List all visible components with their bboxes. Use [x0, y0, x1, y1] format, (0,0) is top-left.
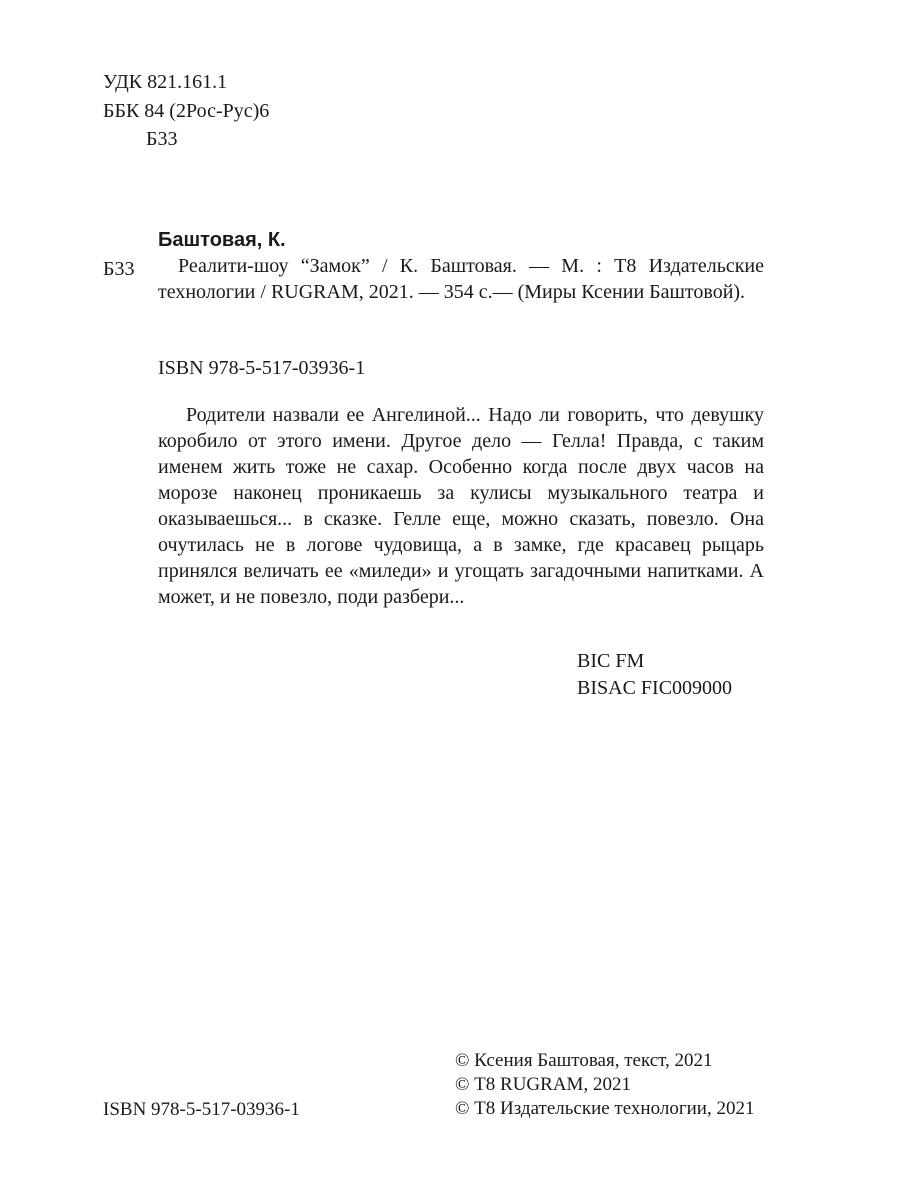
copyright-line: © Т8 Издательские технологии, 2021: [455, 1098, 755, 1119]
catalog-author: Баштовая, К.: [158, 229, 286, 251]
bbk-code: ББК 84 (2Рос-Рус)6: [103, 100, 270, 122]
author-sign-code: Б33: [146, 128, 178, 150]
copyright-line: © Т8 RUGRAM, 2021: [455, 1074, 631, 1095]
copyright-line: © Ксения Баштовая, текст, 2021: [455, 1050, 713, 1071]
catalog-isbn: ISBN 978-5-517-03936-1: [158, 357, 366, 379]
annotation-text: Родители назвали ее Ангелиной... Надо ли говорить, что девушку коробило от этого имени. Другое дело — Гелла! Правда, с таким именем жить тоже не сахар. Особенно когда после двух часов на морозе наконец проникаешь за кулисы музыкального театра и оказываешься... в сказке. Гелле еще, можно сказать, повезло. Она очутилась не в логове чудовища, а в замке, где красавец рыцарь принялся величать ее «миледи» и угощать загадочными напитками. А может, и не повезло, поди разбери...: [158, 404, 764, 608]
udk-code: УДК 821.161.1: [103, 71, 228, 93]
catalog-margin-code: Б33: [103, 258, 135, 280]
bisac-code: BISAC FIC009000: [577, 677, 733, 699]
footer-isbn: ISBN 978-5-517-03936-1: [103, 1099, 300, 1120]
bic-code: BIC FM: [577, 650, 645, 672]
bibliographic-description: Реалити-шоу “Замок” / К. Баштовая. — М. : Т8 Издательские технологии / RUGRAM, 2021. — 354 с.— (Миры Ксении Баштовой).: [158, 255, 764, 303]
